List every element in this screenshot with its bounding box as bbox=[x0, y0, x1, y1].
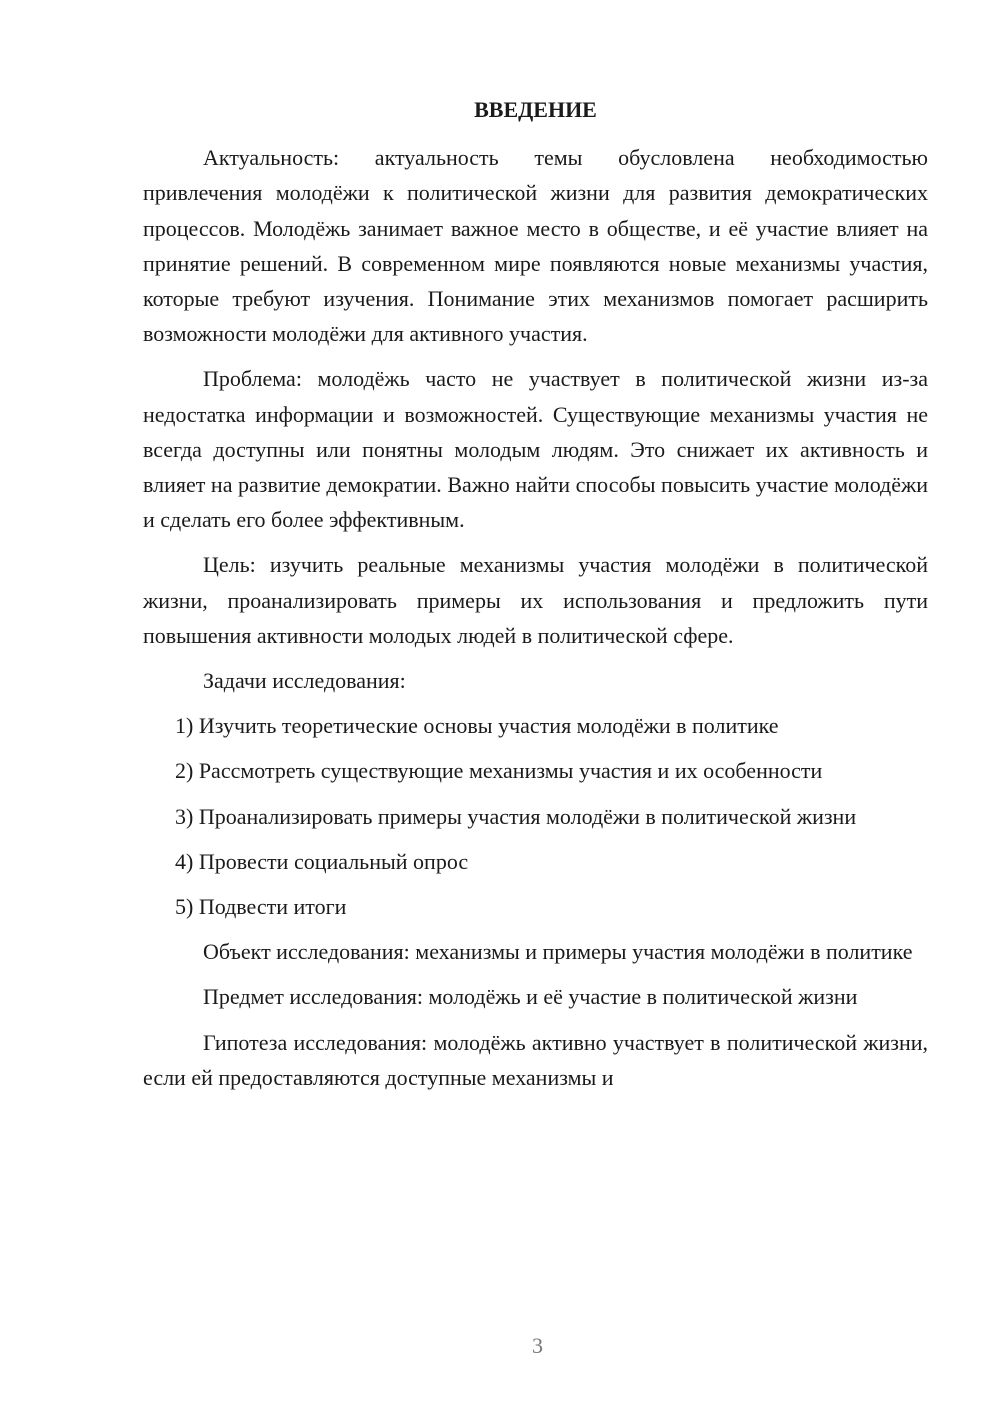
paragraph-subject: Предмет исследования: молодёжь и её участие в политической жизни bbox=[203, 984, 858, 1010]
list-item: 3) Проанализировать примеры участия молодёжи в политической жизни bbox=[175, 803, 857, 829]
list-item: 2) Рассмотреть существующие механизмы участия и их особенности bbox=[175, 758, 823, 784]
page-number: 3 bbox=[532, 1333, 543, 1358]
document-page bbox=[143, 92, 928, 1105]
tasks-heading: Задачи исследования: bbox=[203, 668, 406, 694]
list-item: 4) Провести социальный опрос bbox=[175, 848, 469, 874]
list-item: 5) Подвести итоги bbox=[175, 894, 347, 920]
paragraph-object: Объект исследования: механизмы и примеры участия молодёжи в политике bbox=[203, 939, 913, 965]
tasks-list bbox=[143, 708, 928, 924]
paragraph-relevance: Актуальность: актуальность темы обусловлена необходимостью привлечения молодёжи к политической жизни для развития демократических процессов. Молодёжь занимает важное место в обществе, и её участие влияет на принятие решений. В современном мире появляются новые механизмы участия, которые требуют изучения. Понимание этих механизмов помогает расширить возможности молодёжи для активного участия. bbox=[143, 145, 928, 347]
page-title: ВВЕДЕНИЕ bbox=[474, 97, 597, 122]
paragraph-goal: Цель: изучить реальные механизмы участия молодёжи в политической жизни, проанализировать примеры их использования и предложить пути повышения активности молодых людей в политической сфере. bbox=[143, 552, 928, 648]
paragraph-problem: Проблема: молодёжь часто не участвует в политической жизни из-за недостатка информации и возможностей. Существующие механизмы участия не всегда доступны или понятны молодым людям. Это снижает их активность и влияет на развитие демократии. Важно найти способы повысить участие молодёжи и сделать его более эффективным. bbox=[143, 366, 928, 533]
list-item: 1) Изучить теоретические основы участия молодёжи в политике bbox=[175, 713, 779, 739]
paragraph-hypothesis: Гипотеза исследования: молодёжь активно участвует в политической жизни, если ей предоставляются доступные механизмы и bbox=[143, 1029, 928, 1090]
